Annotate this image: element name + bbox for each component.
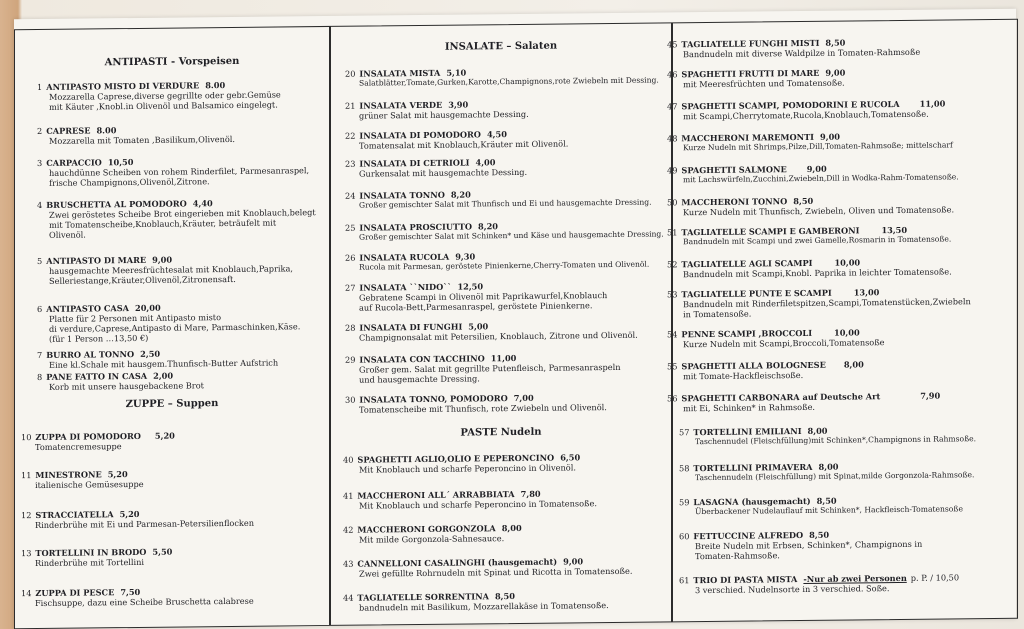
menu-item: 25 INSALATA PROSCIUTTO 8,20 Großer gemischter Salat mit Schinken* und Käse und hausgemachte Dressing. — [345, 221, 664, 242]
menu-item: 27 INSALATA ``NIDO`` 12,50 Gebratene Scampi in Olivenöl mit Paprikawurfel,Knoblauch auf Rucola-Bett,Parmesanraspel, geröstete Pinienkerne. — [345, 281, 608, 313]
menu-item: 8 PANE FATTO IN CASA 2,00 Korb mit unsere hausgebackene Brot — [37, 370, 204, 392]
menu-item: 56 SPAGHETTI CARBONARA auf Deutsche Art 7,90 mit Ei, Schinken* in Rahmsoße. — [667, 390, 941, 414]
menu-item: 50 MACCHERONI TONNO 8,50 Kurze Nudeln mit Thunfisch, Zwiebeln, Oliven und Tomatensoße. — [667, 195, 955, 218]
menu-sheet — [14, 9, 1016, 629]
menu-item: 22 INSALATA DI POMODORO 4,50 Tomatensalat mit Knoblauch,Kräuter mit Olivenöl. — [345, 129, 569, 151]
menu-item: 30 INSALATA TONNO, POMODORO 7,00 Tomatenscheibe mit Thunfisch, rote Zwiebeln und Olivenöl. — [345, 392, 607, 415]
menu-item: 29 INSALATA CON TACCHINO 11,00 Großer gem. Salat mit gegrillte Putenfleisch, Parmesanraspeln und hausgemachte Dressing. — [345, 352, 621, 385]
menu-item: 26 INSALATA RUCOLA 9,30 Rucola mit Parmesan, geröstete Pinienkerne,Cherry-Tomaten und Olivenöl. — [345, 251, 650, 272]
menu-item: 28 INSALATA DI FUNGHI 5,00 Champignonsalat mit Petersilien, Knoblauch, Zitrone und Olivenöl. — [345, 321, 638, 343]
menu-item: 51 TAGLIATELLE SCAMPI E GAMBERONI 13,50 Bandnudeln mit Scampi und zwei Gamelle,Rosmarin in Tomatensoße. — [667, 224, 952, 247]
menu-item: 44 TAGLIATELLE SORRENTINA 8,50 bandnudeln mit Basilikum, Mozzarellakäse in Tomatensoße. — [343, 591, 609, 613]
section-title-paste: PASTE Nudeln — [460, 426, 542, 439]
menu-item: 12 STRACCIATELLA 5,20 Rinderbrühe mit Ei und Parmesan-Petersilienflocken — [21, 508, 255, 531]
menu-item: 47 SPAGHETTI SCAMPI, POMODORINI E RUCOLA 11,00 mit Scampi,Cherrytomate,Rucola,Knoblauch,Tomatensoße. — [667, 98, 946, 122]
menu-item: 24 INSALATA TONNO 8,20 Großer gemischter Salat mit Thunfisch und Ei und hausgemachte Dressing. — [345, 189, 652, 210]
menu-column-antipasti-zuppe — [14, 26, 330, 629]
menu-item: 43 CANNELLONI CASALINGHI (hausgemacht) 9,00 Zwei gefüllte Rohrnudeln mit Spinat und Ricotta in Tomatensoße. — [343, 556, 633, 579]
section-title-antipasti: ANTIPASTI - Vorspeisen — [104, 55, 240, 69]
offer-note: -Nur ab zwei Personen — [803, 572, 907, 584]
menu-item: 6 ANTIPASTO CASA 20,00 Platte für 2 Personen mit Antipasto misto di verdure,Caprese,Antipasto di Mare, Parmaschinken,Käse. (für 1 Person …13,50 €) — [37, 302, 301, 344]
menu-column-insalate-paste — [330, 22, 672, 626]
menu-item: 46 SPAGHETTI FRUTTI DI MARE 9,00 mit Meeresfrüchten und Tomatensoße. — [667, 67, 846, 90]
menu-item: 54 PENNE SCAMPI ,BROCCOLI 10,00 Kurze Nudeln mit Scampi,Broccoli,Tomatensoße — [667, 327, 885, 350]
menu-item: 3 CARPACCIO 10,50 hauchdünne Scheiben von rohem Rinderfilet, Parmesanraspel, frische Champignons,Olivenöl,Zitrone. — [37, 156, 310, 188]
menu-item: 58 TORTELLINI PRIMAVERA 8,00 Taschennudeln (Fleischfüllung) mit Spinat,milde Gorgonzola-Rahmsoße. — [679, 461, 975, 483]
menu-item: 52 TAGLIATELLE AGLI SCAMPI 10,00 Bandnudeln mit Scampi,Knobl. Paprika in leichter Tomatensoße. — [667, 257, 952, 280]
menu-item: 42 MACCHERONI GORGONZOLA 8,00 Mit milde Gorgonzola-Sahnesauce. — [343, 522, 522, 545]
menu-item: 23 INSALATA DI CETRIOLI 4,00 Gurkensalat mit hausgemachte Dessing. — [345, 157, 528, 179]
menu-item: 40 SPAGHETTI AGLIO,OLIO E PEPERONCINO 6,50 Mit Knoblauch und scharfe Peperoncino in Olivenöl. — [343, 452, 581, 475]
section-title-zuppe: ZUPPE – Suppen — [125, 398, 219, 411]
menu-item: 14 ZUPPA DI PESCE 7,50 Fischsuppe, dazu eine Scheibe Bruschetta calabrese — [21, 586, 254, 609]
menu-item: 10 ZUPPA DI POMODORO 5,20 Tomatencremesuppe — [21, 430, 175, 453]
menu-item: 55 SPAGHETTI ALLA BOLOGNESE 8,00 mit Tomate-Hackfleischsoße. — [667, 359, 864, 382]
menu-item: 21 INSALATA VERDE 3,90 grüner Salat mit hausgemachte Dessing. — [345, 99, 529, 121]
menu-item: 57 TORTELLINI EMILIANI 8,00 Taschennudel (Fleischfüllung)mit Schinken*,Champignons in Rahmsoße. — [679, 425, 977, 447]
section-title-insalate: INSALATE – Salaten — [444, 40, 558, 53]
menu-item: 20 INSALATA MISTA 5,10 Salatblätter,Tomate,Gurken,Karotte,Champignons,rote Zwiebeln mit Dessing. — [345, 67, 659, 88]
menu-column-paste-continued — [667, 19, 1018, 623]
menu-item: 60 FETTUCCINE ALFREDO 8,50 Breite Nudeln mit Erbsen, Schinken*, Champignons in Tomaten-Rahmsoße. — [679, 529, 923, 562]
menu-item: 49 SPAGHETTI SALMONE 9,00 mit Lachswürfeln,Zucchini,Zwiebeln,Dill in Wodka-Rahm-Tomatensoße. — [667, 163, 959, 185]
menu-item: 13 TORTELLINI IN BRODO 5,50 Rinderbrühe mit Tortellini — [21, 546, 173, 569]
menu-item: 45 TAGLIATELLE FUNGHI MISTI 8,50 Bandnudeln mit diverse Waldpilze in Tomaten-Rahmsoße — [667, 37, 921, 60]
menu-item: 59 LASAGNA (hausgemacht) 8,50 Überbackener Nudelauflauf mit Schinken*, Hackfleisch-Tomatensoße — [679, 495, 963, 517]
menu-item: 48 MACCHERONI MAREMONTI 9,00 Kurze Nudeln mit Shrimps,Pilze,Dill,Tomaten-Rahmsoße; mittelscharf — [667, 131, 953, 153]
menu-item: 11 MINESTRONE 5,20 italienische Gemüsesuppe — [21, 469, 144, 491]
menu-item: 61 TRIO DI PASTA MISTA -Nur ab zwei Personen p. P. / 10,50 3 verschied. Nudelnsorte in 3 verschied. Soße. — [679, 572, 960, 596]
menu-item: 7 BURRO AL TONNO 2,50 Eine kl.Schale mit hausgem.Thunfisch-Butter Aufstrich — [37, 348, 279, 370]
menu-item: 5 ANTIPASTO DI MARE 9,00 hausgemachte Meeresfrüchtesalat mit Knoblauch,Paprika, Selleriestange,Kräuter,Olivenöl,Zitronensaft. — [37, 254, 293, 286]
menu-item: 2 CAPRESE 8.00 Mozzarella mit Tomaten ,Basilikum,Olivenöl. — [37, 125, 235, 146]
menu-item: 53 TAGLIATELLE PUNTE E SCAMPI 13,00 Bandnudeln mit Rinderfiletspitzen,Scampi,Tomatenstücken,Zwiebeln in Tomatensoße. — [667, 287, 971, 320]
menu-item: 1 ANTIPASTO MISTO DI VERDURE 8.00 Mozzarella Caprese,diverse gegrillte oder gebr.Gemüse mit Käuter ,Knobl.in Olivenöl und Balsamico eingelegt. — [37, 80, 281, 112]
menu-item: 4 BRUSCHETTA AL POMODORO 4,40 Zwei geröstetes Scheibe Brot eingerieben mit Knoblauch,belegt mit Tomatenscheibe,Knoblauch,Kräuter, beträufelt mit Olivenöl. — [37, 198, 316, 240]
menu-item: 41 MACCHERONI ALL´ ARRABBIATA 7,80 Mit Knoblauch und scharfe Peperoncino in Tomatensoße. — [343, 488, 597, 511]
